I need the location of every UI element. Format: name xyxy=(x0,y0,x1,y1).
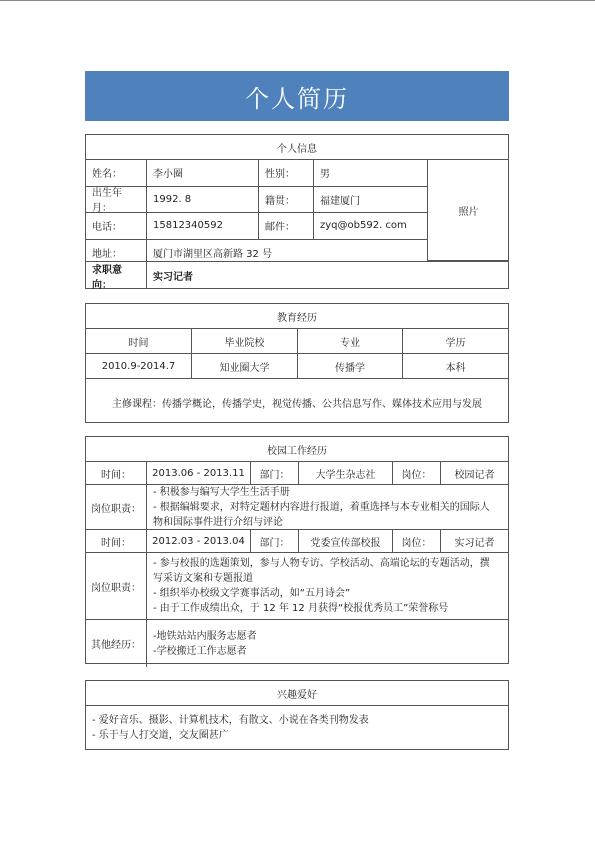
other-line: -地铁站站内服务志愿者 xyxy=(153,630,257,642)
col-major: 专业 xyxy=(298,329,403,353)
birth-value: 1992. 8 xyxy=(147,187,259,213)
duty-line: - 根据编辑要求，对特定题材内容进行报道，着重选择与本专业相关的国际人 xyxy=(153,501,490,513)
campus-work-section xyxy=(85,436,509,664)
time-label: 时间： xyxy=(86,530,147,552)
gender-label: 性别： xyxy=(259,160,314,186)
edu-degree: 本科 xyxy=(445,362,466,374)
job-post: 实习记者 xyxy=(454,537,495,549)
edu-school: 知业圈大学 xyxy=(192,354,298,378)
name-label: 姓名： xyxy=(86,160,147,186)
resume-title-banner xyxy=(85,71,509,121)
birth-label: 出生年月： xyxy=(86,187,147,213)
job-post: 校园记者 xyxy=(454,469,495,481)
courses-text: 主修课程：传播学概论，传播学史，视觉传播、公共信息写作、媒体技术应用与发展 xyxy=(112,398,482,410)
duty-line: - 参与校报的选题策划，参与人物专访、学校活动、高端论坛的专题活动，撰 xyxy=(153,558,490,569)
time-label: 时间： xyxy=(86,462,147,484)
photo-placeholder: 照片 xyxy=(427,160,509,261)
page-title: 个人简历 xyxy=(245,84,349,113)
hometown-value: 福建厦门 xyxy=(320,195,360,207)
gender-value: 男 xyxy=(320,169,330,181)
hobby-line: - 乐于与人打交道，交友圈甚广 xyxy=(92,730,229,741)
section-header: 个人信息 xyxy=(86,135,508,160)
job-dept: 党委宣传部校报 xyxy=(299,530,393,552)
duty-line: 物和国际事件进行介绍与评论 xyxy=(153,516,283,528)
edu-major: 传播学 xyxy=(298,354,403,378)
info-row xyxy=(86,213,427,240)
other-experience-row xyxy=(86,620,508,667)
duty-label: 岗位职责： xyxy=(86,553,147,619)
email-value: zyq@ob592. com xyxy=(320,220,407,232)
section-header: 校园工作经历 xyxy=(86,437,508,462)
job-intent-row xyxy=(86,261,508,289)
education-row xyxy=(86,354,508,379)
info-row xyxy=(86,187,427,214)
duty-line: - 由于工作成绩出众，于 12 年 12 月获得“校报优秀员工”荣誉称号 xyxy=(153,603,449,614)
post-label: 岗位： xyxy=(393,462,441,484)
section-header: 兴趣爱好 xyxy=(86,681,508,706)
job-time: 2013.06 - 2013.11 xyxy=(147,462,251,484)
address-value: 厦门市湖里区高新路 32 号 xyxy=(153,248,273,260)
duty-list xyxy=(147,485,508,529)
duty-list xyxy=(147,553,508,619)
duty-line: 写采访文案和专题报道 xyxy=(153,573,253,584)
duty-label: 岗位职责： xyxy=(86,485,147,529)
education-section xyxy=(85,303,509,423)
col-degree: 学历 xyxy=(445,337,466,349)
info-row xyxy=(86,160,427,187)
education-header-row xyxy=(86,329,508,354)
edu-time: 2010.9-2014.7 xyxy=(86,354,192,378)
hobby-list xyxy=(86,706,508,750)
col-time: 时间 xyxy=(86,329,192,353)
hometown-label: 籍贯： xyxy=(259,187,314,213)
hobby-section xyxy=(85,680,509,750)
job-meta-row xyxy=(86,530,508,553)
job-duty-row xyxy=(86,485,508,530)
other-list xyxy=(147,620,508,667)
dept-label: 部门： xyxy=(251,462,299,484)
top-rule xyxy=(0,0,595,1)
job-dept: 大学生杂志社 xyxy=(299,462,393,484)
job-meta-row xyxy=(86,462,508,485)
duty-line: - 积极参与编写大学生生活手册 xyxy=(153,486,290,498)
phone-label: 电话： xyxy=(86,213,147,239)
phone-value: 15812340592 xyxy=(147,213,259,239)
col-school: 毕业院校 xyxy=(192,329,298,353)
email-label: 邮件： xyxy=(259,213,314,239)
job-duty-row xyxy=(86,553,508,620)
intent-value: 实习记者 xyxy=(153,272,193,283)
duty-line: - 组织举办校级文学赛事活动，如“五月诗会” xyxy=(153,588,351,599)
address-label: 地址： xyxy=(86,240,147,266)
post-label: 岗位： xyxy=(393,530,441,552)
section-header: 教育经历 xyxy=(86,304,508,329)
name-value: 李小圈 xyxy=(147,160,259,186)
job-time: 2012.03 - 2013.04 xyxy=(147,530,251,552)
dept-label: 部门： xyxy=(251,530,299,552)
personal-info-section xyxy=(85,134,509,289)
hobby-line: - 爱好音乐、摄影、计算机技术，有散文、小说在各类刊物发表 xyxy=(92,715,369,726)
other-line: -学校搬迁工作志愿者 xyxy=(153,645,247,657)
other-label: 其他经历： xyxy=(86,620,147,667)
intent-label: 求职意向： xyxy=(86,262,147,289)
